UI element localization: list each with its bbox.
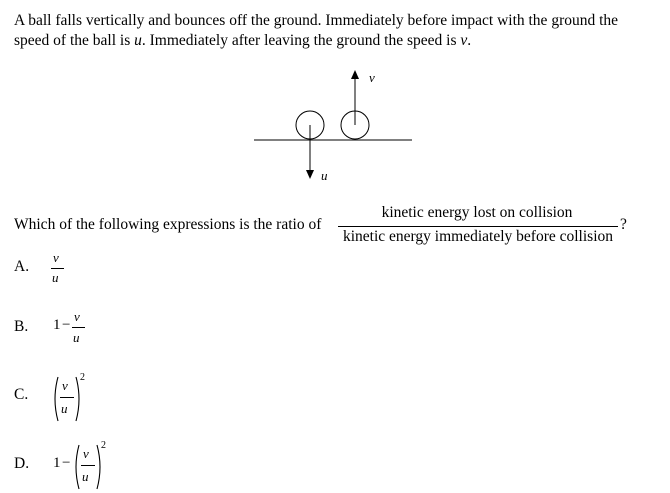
- stem-variable-v: v: [460, 32, 468, 49]
- right-paren-icon: [97, 445, 100, 489]
- option-d-power: 2: [101, 440, 106, 451]
- option-b-numerator: v: [74, 309, 80, 324]
- option-d-numerator: v: [83, 446, 89, 461]
- left-paren-icon: [55, 377, 58, 421]
- option-c-numerator: v: [62, 378, 68, 393]
- fraction-bar: [338, 226, 618, 227]
- option-c-denominator: u: [61, 401, 68, 416]
- fraction-denominator: kinetic energy immediately before collision: [342, 228, 614, 245]
- option-b-fraction-bar: [72, 327, 85, 328]
- stem-line-1: A ball falls vertically and bounces off the ground. Immediately before impact with the ground the: [14, 12, 619, 29]
- question-prompt: Which of the following expressions is the ratio of: [14, 216, 322, 233]
- option-d-letter[interactable]: D.: [14, 455, 30, 472]
- option-d-fraction-bar: [81, 465, 95, 466]
- left-paren-icon: [76, 445, 79, 489]
- stem-variable-u: u: [134, 32, 142, 49]
- option-b-minus: −: [62, 317, 71, 333]
- fraction-numerator: kinetic energy lost on collision: [381, 204, 573, 221]
- option-c-letter[interactable]: C.: [14, 386, 29, 403]
- arrow-down-head-icon: [306, 170, 314, 179]
- option-a-numerator: v: [53, 250, 59, 265]
- question-stem: [14, 11, 662, 51]
- stem-line-2: speed of the ball is u. Immediately after leaving the ground the speed is v.: [14, 32, 472, 49]
- bounce-diagram: [250, 66, 420, 191]
- option-b-denominator: u: [73, 330, 80, 345]
- option-c-power: 2: [80, 372, 85, 383]
- label-u: u: [321, 168, 328, 183]
- arrow-up-head-icon: [351, 70, 359, 79]
- option-b-one: 1: [53, 317, 61, 333]
- option-a-denominator: u: [52, 270, 59, 285]
- option-c-fraction-bar: [60, 397, 74, 398]
- option-d-minus: −: [62, 455, 71, 471]
- right-paren-icon: [76, 377, 79, 421]
- option-a-fraction-bar: [51, 268, 64, 269]
- option-b-letter[interactable]: B.: [14, 318, 29, 335]
- option-a-letter[interactable]: A.: [14, 258, 30, 275]
- question-mark: ?: [620, 216, 627, 233]
- option-d-one: 1: [53, 455, 61, 471]
- option-d-denominator: u: [82, 469, 89, 484]
- label-v: v: [369, 70, 375, 85]
